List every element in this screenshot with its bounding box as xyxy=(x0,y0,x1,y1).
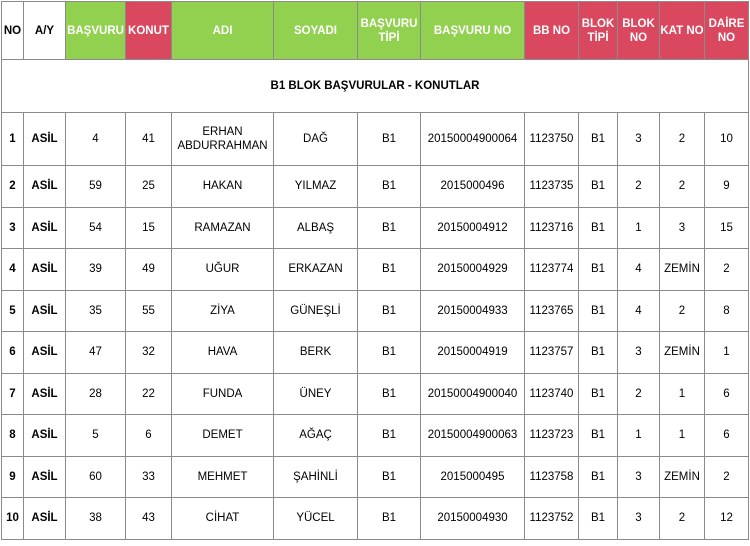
cell-kat-no: 2 xyxy=(660,113,705,166)
cell-soyadi: ŞAHİNLİ xyxy=(274,456,358,498)
col-header-blok-no: BLOK NO xyxy=(618,2,660,60)
cell-basvuru: 35 xyxy=(66,290,126,332)
cell-soyadi: GÜNEŞLİ xyxy=(274,290,358,332)
cell-bb-no: 1123735 xyxy=(525,166,579,208)
cell-blok-no: 3 xyxy=(618,332,660,374)
table-row xyxy=(2,498,749,540)
cell-kat-no: 2 xyxy=(660,166,705,208)
cell-blok-tipi: B1 xyxy=(579,373,618,415)
cell-blok-tipi: B1 xyxy=(579,166,618,208)
cell-blok-no: 2 xyxy=(618,373,660,415)
col-header-basvuru-tipi: BAŞVURU TİPİ xyxy=(358,2,421,60)
cell-basvuru-no: 2015000495 xyxy=(421,456,525,498)
cell-basvuru: 38 xyxy=(66,498,126,540)
cell-bb-no: 1123774 xyxy=(525,249,579,291)
cell-konut: 22 xyxy=(126,373,172,415)
cell-adi: RAMAZAN xyxy=(172,207,274,249)
cell-adi: HAVA xyxy=(172,332,274,374)
table-row xyxy=(2,456,749,498)
col-header-konut: KONUT xyxy=(126,2,172,60)
cell-konut: 49 xyxy=(126,249,172,291)
cell-konut: 41 xyxy=(126,113,172,166)
cell-blok-no: 3 xyxy=(618,498,660,540)
cell-basvuru: 39 xyxy=(66,249,126,291)
cell-daire-no: 2 xyxy=(705,456,749,498)
cell-adi: UĞUR xyxy=(172,249,274,291)
cell-basvuru: 4 xyxy=(66,113,126,166)
cell-soyadi: BERK xyxy=(274,332,358,374)
cell-blok-tipi: B1 xyxy=(579,290,618,332)
cell-daire-no: 2 xyxy=(705,249,749,291)
col-header-blok-tipi: BLOK TİPİ xyxy=(579,2,618,60)
cell-basvuru-tipi: B1 xyxy=(358,207,421,249)
cell-soyadi: ÜNEY xyxy=(274,373,358,415)
cell-bb-no: 1123757 xyxy=(525,332,579,374)
cell-adi: MEHMET xyxy=(172,456,274,498)
cell-soyadi: ERKAZAN xyxy=(274,249,358,291)
section-row xyxy=(2,60,749,113)
cell-bb-no: 1123740 xyxy=(525,373,579,415)
cell-bb-no: 1123716 xyxy=(525,207,579,249)
cell-daire-no: 6 xyxy=(705,373,749,415)
cell-bb-no: 1123750 xyxy=(525,113,579,166)
cell-basvuru-no: 20150004929 xyxy=(421,249,525,291)
cell-ay: ASİL xyxy=(24,332,66,374)
cell-basvuru-tipi: B1 xyxy=(358,415,421,457)
cell-kat-no: 1 xyxy=(660,373,705,415)
cell-no: 5 xyxy=(2,290,24,332)
cell-basvuru-tipi: B1 xyxy=(358,332,421,374)
cell-basvuru: 54 xyxy=(66,207,126,249)
table-row xyxy=(2,415,749,457)
header-row xyxy=(2,2,749,60)
cell-no: 8 xyxy=(2,415,24,457)
cell-ay: ASİL xyxy=(24,166,66,208)
cell-basvuru-no: 2015000496 xyxy=(421,166,525,208)
cell-no: 1 xyxy=(2,113,24,166)
cell-kat-no: ZEMİN xyxy=(660,456,705,498)
cell-bb-no: 1123752 xyxy=(525,498,579,540)
cell-konut: 55 xyxy=(126,290,172,332)
cell-basvuru: 60 xyxy=(66,456,126,498)
cell-blok-tipi: B1 xyxy=(579,207,618,249)
cell-no: 6 xyxy=(2,332,24,374)
cell-adi: DEMET xyxy=(172,415,274,457)
cell-no: 7 xyxy=(2,373,24,415)
cell-basvuru: 5 xyxy=(66,415,126,457)
cell-daire-no: 6 xyxy=(705,415,749,457)
table-row xyxy=(2,249,749,291)
table-row xyxy=(2,332,749,374)
cell-soyadi: ALBAŞ xyxy=(274,207,358,249)
col-header-no: NO xyxy=(2,2,24,60)
cell-konut: 43 xyxy=(126,498,172,540)
col-header-daire-no: DAİRE NO xyxy=(705,2,749,60)
cell-daire-no: 1 xyxy=(705,332,749,374)
cell-ay: ASİL xyxy=(24,415,66,457)
applications-table xyxy=(1,1,749,540)
cell-ay: ASİL xyxy=(24,373,66,415)
cell-blok-no: 3 xyxy=(618,456,660,498)
cell-blok-tipi: B1 xyxy=(579,498,618,540)
cell-basvuru-tipi: B1 xyxy=(358,290,421,332)
cell-adi: CİHAT xyxy=(172,498,274,540)
cell-no: 4 xyxy=(2,249,24,291)
cell-basvuru-no: 20150004900064 xyxy=(421,113,525,166)
cell-ay: ASİL xyxy=(24,249,66,291)
cell-blok-no: 2 xyxy=(618,166,660,208)
table-row xyxy=(2,207,749,249)
cell-basvuru-no: 20150004900063 xyxy=(421,415,525,457)
cell-soyadi: YILMAZ xyxy=(274,166,358,208)
col-header-adi: ADI xyxy=(172,2,274,60)
table-row xyxy=(2,113,749,166)
cell-kat-no: 2 xyxy=(660,290,705,332)
cell-basvuru-tipi: B1 xyxy=(358,249,421,291)
cell-konut: 32 xyxy=(126,332,172,374)
table-row xyxy=(2,290,749,332)
cell-basvuru-no: 20150004912 xyxy=(421,207,525,249)
cell-daire-no: 12 xyxy=(705,498,749,540)
col-header-ay: A/Y xyxy=(24,2,66,60)
cell-adi: FUNDA xyxy=(172,373,274,415)
cell-blok-no: 4 xyxy=(618,290,660,332)
cell-basvuru-tipi: B1 xyxy=(358,373,421,415)
cell-adi: HAKAN xyxy=(172,166,274,208)
cell-basvuru: 59 xyxy=(66,166,126,208)
cell-no: 3 xyxy=(2,207,24,249)
cell-daire-no: 8 xyxy=(705,290,749,332)
cell-soyadi: AĞAÇ xyxy=(274,415,358,457)
cell-basvuru: 28 xyxy=(66,373,126,415)
cell-konut: 15 xyxy=(126,207,172,249)
section-title: B1 BLOK BAŞVURULAR - KONUTLAR xyxy=(2,60,749,113)
cell-blok-no: 3 xyxy=(618,113,660,166)
cell-ay: ASİL xyxy=(24,113,66,166)
col-header-soyadi: SOYADI xyxy=(274,2,358,60)
cell-kat-no: 3 xyxy=(660,207,705,249)
cell-konut: 25 xyxy=(126,166,172,208)
cell-blok-no: 4 xyxy=(618,249,660,291)
cell-blok-tipi: B1 xyxy=(579,456,618,498)
cell-blok-tipi: B1 xyxy=(579,249,618,291)
cell-konut: 6 xyxy=(126,415,172,457)
col-header-basvuru-no: BAŞVURU NO xyxy=(421,2,525,60)
cell-no: 9 xyxy=(2,456,24,498)
cell-no: 10 xyxy=(2,498,24,540)
col-header-kat-no: KAT NO xyxy=(660,2,705,60)
cell-bb-no: 1123758 xyxy=(525,456,579,498)
cell-kat-no: 2 xyxy=(660,498,705,540)
cell-kat-no: ZEMİN xyxy=(660,249,705,291)
col-header-basvuru: BAŞVURU xyxy=(66,2,126,60)
cell-basvuru-no: 20150004900040 xyxy=(421,373,525,415)
cell-ay: ASİL xyxy=(24,290,66,332)
cell-bb-no: 1123723 xyxy=(525,415,579,457)
col-header-bb-no: BB NO xyxy=(525,2,579,60)
cell-daire-no: 9 xyxy=(705,166,749,208)
cell-blok-no: 1 xyxy=(618,415,660,457)
cell-blok-tipi: B1 xyxy=(579,415,618,457)
cell-basvuru-tipi: B1 xyxy=(358,498,421,540)
table-row xyxy=(2,166,749,208)
cell-basvuru-tipi: B1 xyxy=(358,166,421,208)
cell-ay: ASİL xyxy=(24,207,66,249)
cell-basvuru-no: 20150004930 xyxy=(421,498,525,540)
cell-basvuru: 47 xyxy=(66,332,126,374)
cell-basvuru-tipi: B1 xyxy=(358,113,421,166)
cell-konut: 33 xyxy=(126,456,172,498)
cell-adi: ZİYA xyxy=(172,290,274,332)
cell-basvuru-no: 20150004919 xyxy=(421,332,525,374)
cell-basvuru-no: 20150004933 xyxy=(421,290,525,332)
cell-daire-no: 10 xyxy=(705,113,749,166)
cell-bb-no: 1123765 xyxy=(525,290,579,332)
cell-soyadi: DAĞ xyxy=(274,113,358,166)
cell-blok-tipi: B1 xyxy=(579,332,618,374)
table-row xyxy=(2,373,749,415)
cell-adi: ERHAN ABDURRAHMAN xyxy=(172,113,274,166)
cell-blok-no: 1 xyxy=(618,207,660,249)
cell-no: 2 xyxy=(2,166,24,208)
cell-ay: ASİL xyxy=(24,498,66,540)
cell-soyadi: YÜCEL xyxy=(274,498,358,540)
cell-blok-tipi: B1 xyxy=(579,113,618,166)
cell-kat-no: ZEMİN xyxy=(660,332,705,374)
cell-kat-no: 1 xyxy=(660,415,705,457)
cell-ay: ASİL xyxy=(24,456,66,498)
cell-basvuru-tipi: B1 xyxy=(358,456,421,498)
cell-daire-no: 15 xyxy=(705,207,749,249)
